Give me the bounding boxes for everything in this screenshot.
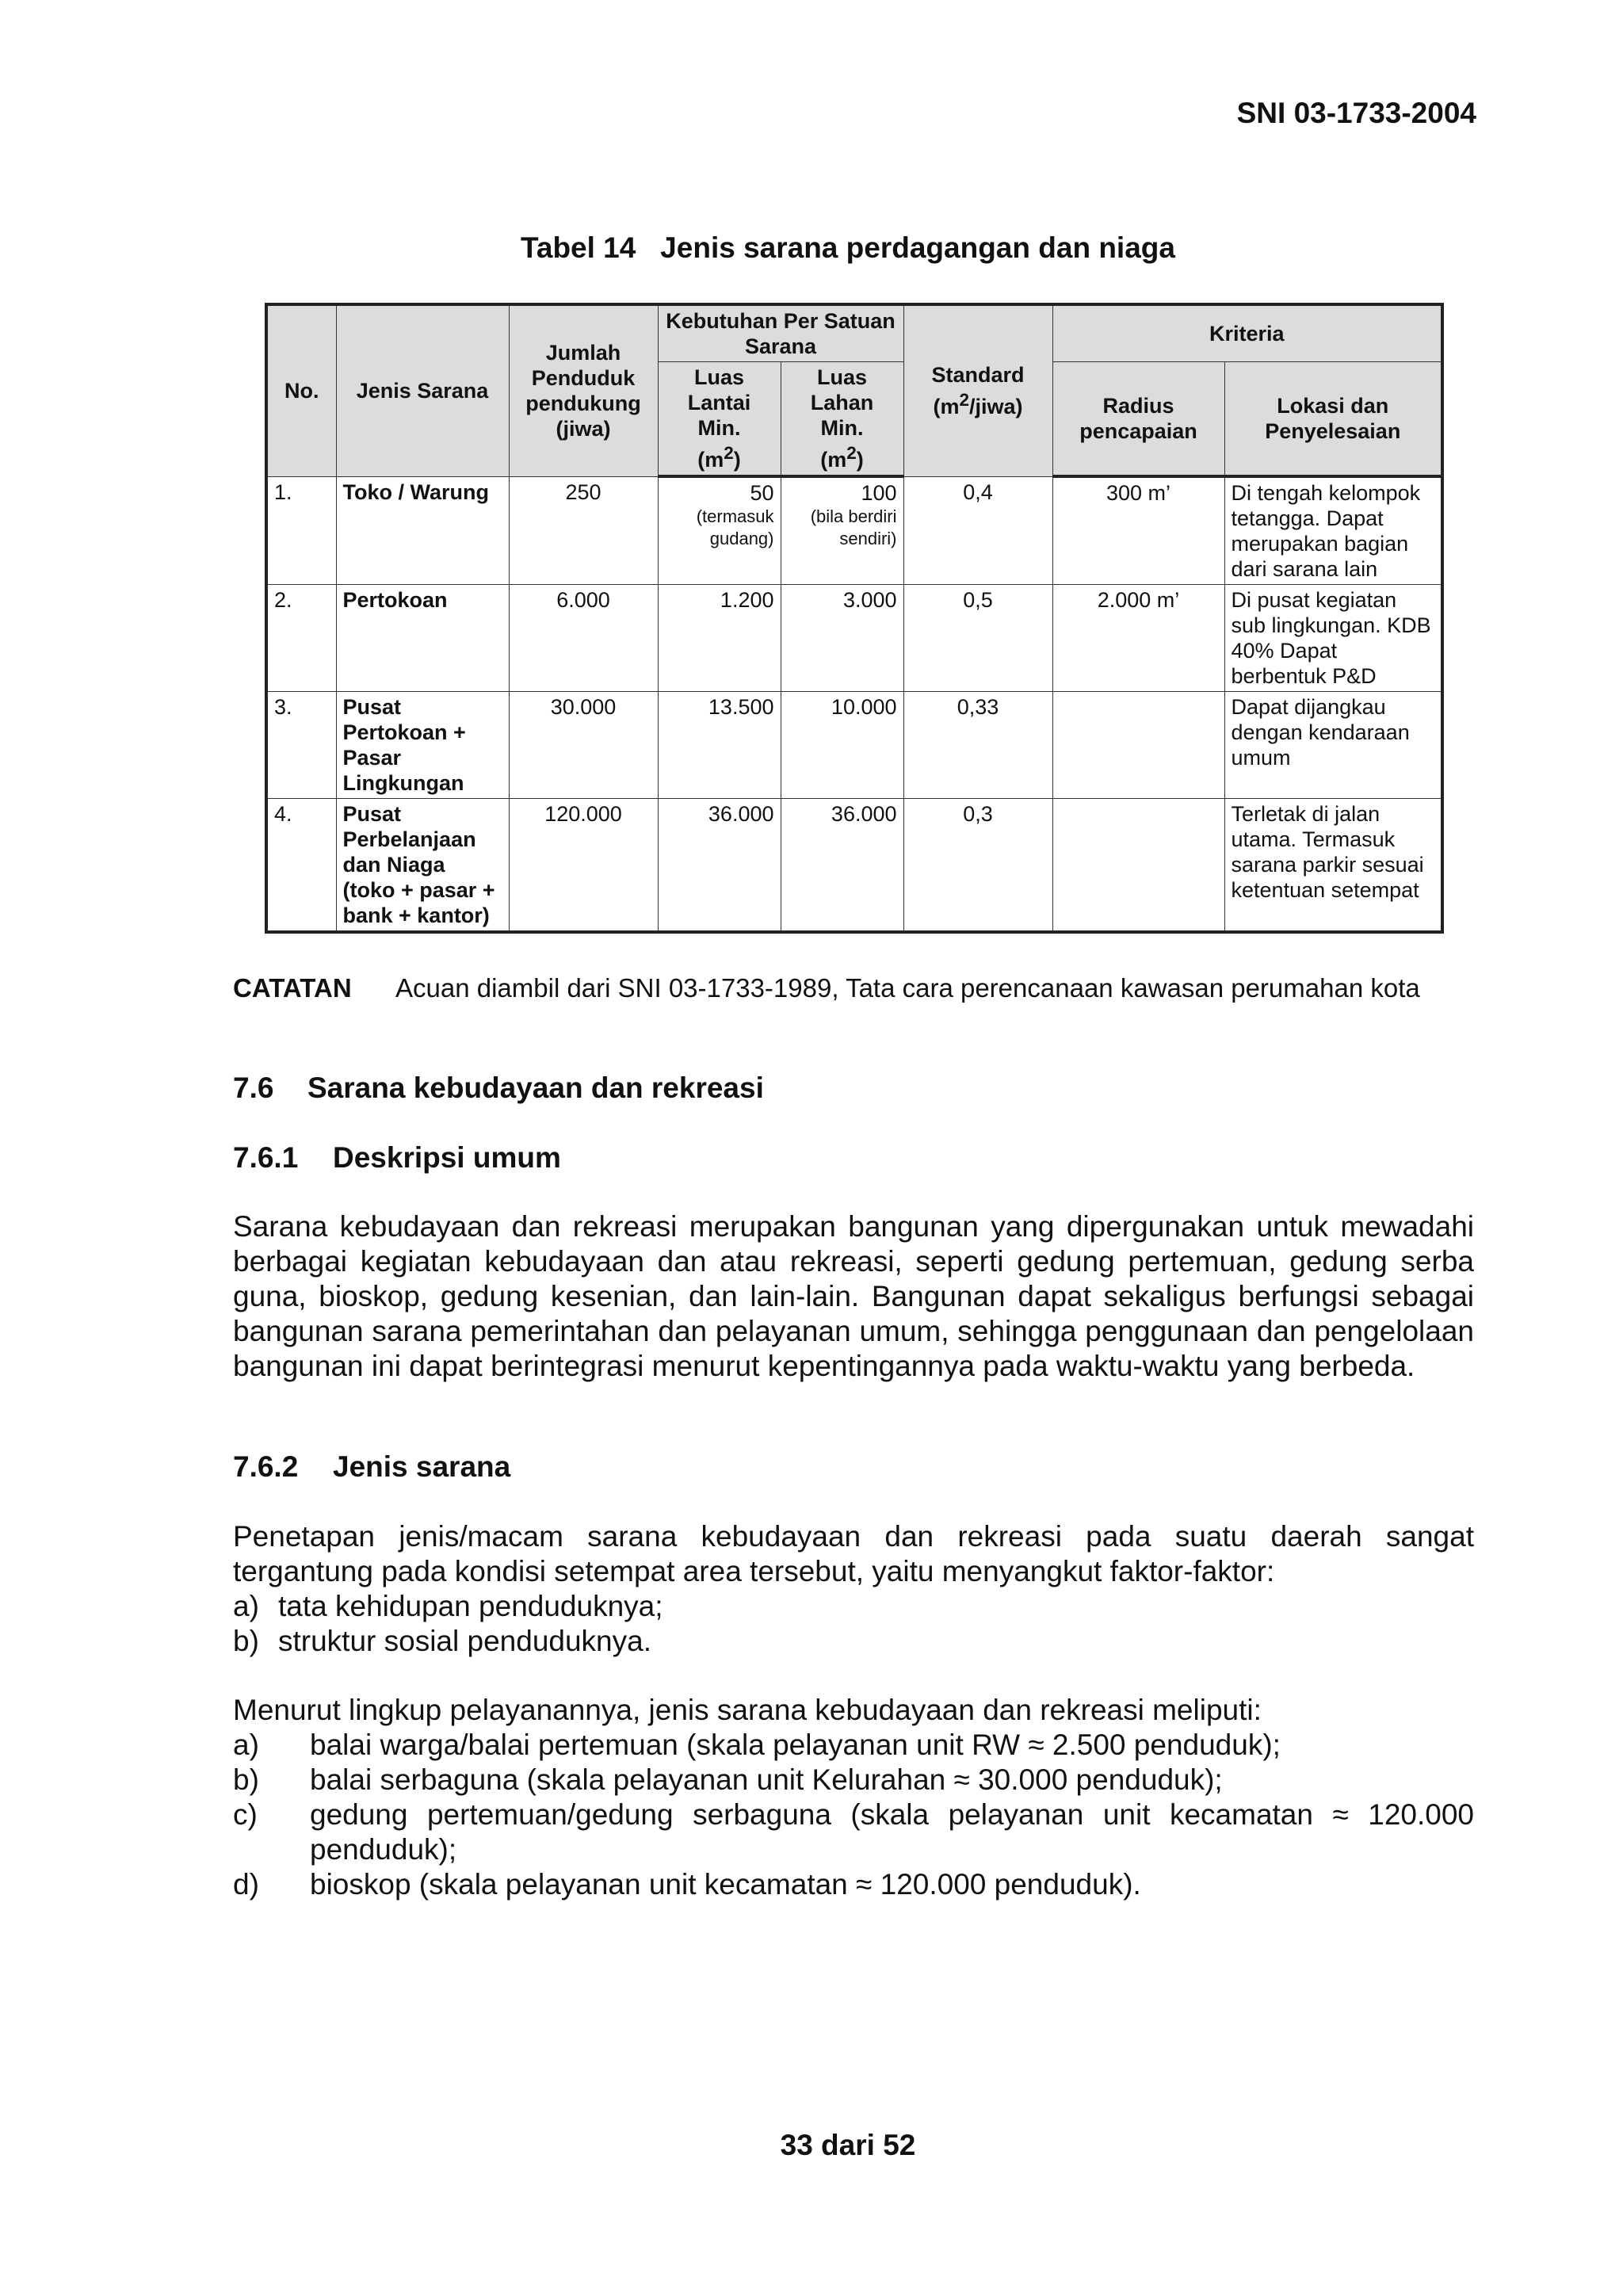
cell-lahan: 100 (bila berdiri sendiri) <box>781 476 903 585</box>
list-item: c) gedung pertemuan/gedung serbaguna (skala pelayanan unit kecamatan ≈ 120.000 penduduk); <box>233 1798 1474 1866</box>
header-standard: Standard $(m^2/jiwa)$ <box>903 304 1052 476</box>
document-code: SNI 03-1733-2004 <box>1236 97 1476 129</box>
header-radius: Radius pencapaian <box>1052 362 1224 477</box>
cell-radius: 2.000 m’ <box>1052 585 1224 692</box>
cell-jenis: Pertokoan <box>336 585 509 692</box>
cell-lokasi: Terletak di jalan utama. Termasuk sarana parkir sesuai ketentuan setempat <box>1224 799 1442 933</box>
header-kriteria: Kriteria <box>1052 304 1442 362</box>
cell-no: 1. <box>266 476 336 585</box>
cell-jumlah: 30.000 <box>509 692 658 799</box>
table-note <box>233 973 1420 1003</box>
header-jenis: Jenis Sarana <box>336 304 509 476</box>
section-heading-7-6-2: 7.6.2 Jenis sarana <box>233 1450 511 1483</box>
cell-standard: 0,33 <box>903 692 1052 799</box>
paragraph-lingkup: Menurut lingkup pelayanannya, jenis sarana kebudayaan dan rekreasi meliputi: <box>233 1694 1262 1726</box>
header-kebutuhan: Kebutuhan Per Satuan Sarana <box>658 304 903 362</box>
cell-jenis: Pusat Perbelanjaan dan Niaga (toko + pasar + bank + kantor) <box>336 799 509 933</box>
cell-standard: 0,3 <box>903 799 1052 933</box>
section-heading-7-6: 7.6 Sarana kebudayaan dan rekreasi <box>233 1072 764 1104</box>
table-row <box>266 799 1442 933</box>
cell-lantai: 1.200 <box>658 585 781 692</box>
table-row <box>266 476 1442 585</box>
list-item: b) balai serbaguna (skala pelayanan unit Kelurahan ≈ 30.000 penduduk); <box>233 1763 1223 1796</box>
cell-radius <box>1052 692 1224 799</box>
paragraph-deskripsi: Sarana kebudayaan dan rekreasi merupakan bangunan yang dipergunakan untuk mewadahi berbagai kegiatan kebudayaan dan atau rekreasi, seperti gedung pertemuan, gedung serba guna, bioskop, gedung kesenian, dan lain-lain. Bangunan dapat sekaligus berfungsi sebagai bangunan sarana pemerintahan dan pelayanan umum, sehingga penggunaan dan pengelolaan bangunan ini dapat berintegrasi menurut kepentingannya pada waktu-waktu yang berbeda. <box>233 1210 1474 1382</box>
note-label: CATATAN <box>233 973 352 1003</box>
cell-no: 4. <box>266 799 336 933</box>
sarana-table <box>265 303 1444 934</box>
header-lokasi: Lokasi dan Penyelesaian <box>1224 362 1442 477</box>
factor-list <box>233 1589 1474 1659</box>
cell-lokasi: Di tengah kelompok tetangga. Dapat merupakan bagian dari sarana lain <box>1224 476 1442 585</box>
lingkup-list <box>233 1728 1474 1902</box>
cell-no: 2. <box>266 585 336 692</box>
list-item: b) struktur sosial penduduknya. <box>233 1625 651 1657</box>
paragraph-penetapan: Penetapan jenis/macam sarana kebudayaan dan rekreasi pada suatu daerah sangat tergantung pada kondisi setempat area tersebut, yaitu menyangkut faktor-faktor: <box>233 1520 1474 1587</box>
cell-lahan: 36.000 <box>781 799 903 933</box>
header-lahan: Luas Lahan Min. $(m^2)$ <box>781 362 903 477</box>
cell-no: 3. <box>266 692 336 799</box>
cell-standard: 0,4 <box>903 476 1052 585</box>
cell-lokasi: Di pusat kegiatan sub lingkungan. KDB 40% Dapat berbentuk P&D <box>1224 585 1442 692</box>
cell-jumlah: 6.000 <box>509 585 658 692</box>
cell-standard: 0,5 <box>903 585 1052 692</box>
cell-lahan: 10.000 <box>781 692 903 799</box>
cell-jenis: Toko / Warung <box>336 476 509 585</box>
header-lantai: Luas Lantai Min. $(m^2)$ <box>658 362 781 477</box>
header-no: No. <box>266 304 336 476</box>
cell-lantai: 50 (termasuk gudang) <box>658 476 781 585</box>
list-item: a) tata kehidupan penduduknya; <box>233 1590 663 1622</box>
list-item: d) bioskop (skala pelayanan unit kecamatan ≈ 120.000 penduduk). <box>233 1868 1141 1901</box>
page-number: 33 dari 52 <box>780 2129 916 2161</box>
cell-lantai: 13.500 <box>658 692 781 799</box>
cell-jumlah: 120.000 <box>509 799 658 933</box>
table-title: Tabel 14 Jenis sarana perdagangan dan niaga <box>521 231 1175 264</box>
cell-radius <box>1052 799 1224 933</box>
cell-jenis: Pusat Pertokoan + Pasar Lingkungan <box>336 692 509 799</box>
header-jumlah: Jumlah Penduduk pendukung (jiwa) <box>509 304 658 476</box>
cell-lokasi: Dapat dijangkau dengan kendaraan umum <box>1224 692 1442 799</box>
cell-jumlah: 250 <box>509 476 658 585</box>
list-item: a) balai warga/balai pertemuan (skala pelayanan unit RW ≈ 2.500 penduduk); <box>233 1729 1281 1761</box>
table-row <box>266 692 1442 799</box>
cell-radius: 300 m’ <box>1052 476 1224 585</box>
table-row <box>266 585 1442 692</box>
cell-lantai: 36.000 <box>658 799 781 933</box>
note-text: Acuan diambil dari SNI 03-1733-1989, Tata cara perencanaan kawasan perumahan kota <box>395 973 1420 1003</box>
cell-lahan: 3.000 <box>781 585 903 692</box>
section-heading-7-6-1: 7.6.1 Deskripsi umum <box>233 1141 561 1174</box>
